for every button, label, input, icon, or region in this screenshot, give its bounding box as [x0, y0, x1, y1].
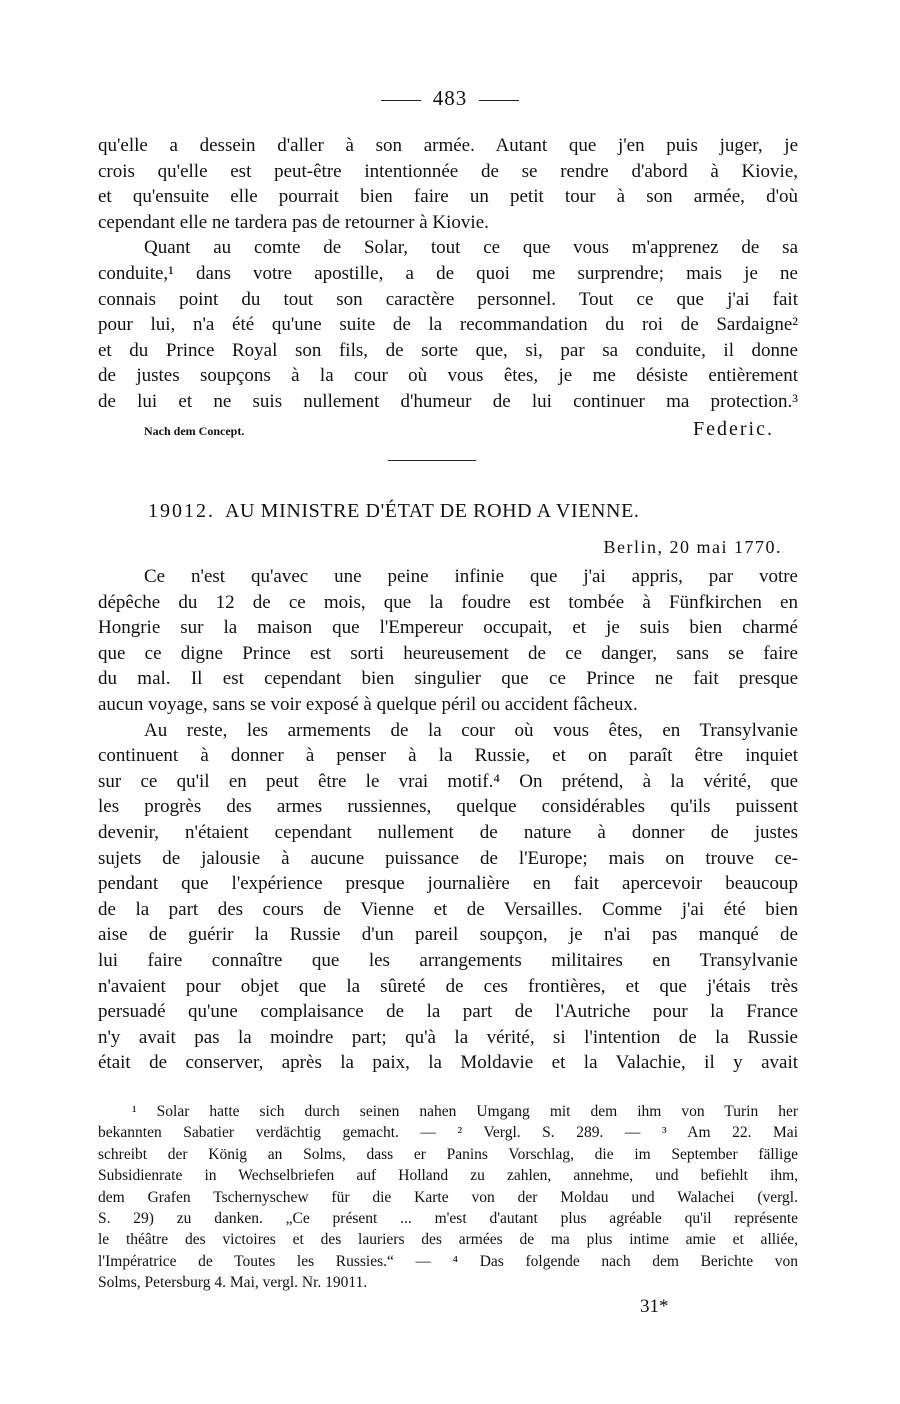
footnote-line: ¹ Solar hatte sich durch seinen nahen Umgang mit dem ihm von Turin her — [132, 1103, 798, 1120]
source-note: Nach dem Concept. — [144, 424, 245, 438]
text-line: aise de guérir la Russie d'un pareil soupçon, je n'ai pas manqué de — [98, 924, 798, 946]
text-line: pour lui, n'a été qu'une suite de la recommandation du roi de Sardaigne² — [98, 314, 798, 336]
text-line: cependant elle ne tardera pas de retourner à Kiovie. — [98, 211, 489, 233]
footnote-line: Subsidienrate in Wechselbriefen auf Holland zu zahlen, annehme, und befiehlt ihm, — [98, 1167, 798, 1185]
text-line: devenir, n'étaient cependant nullement de nature à donner de justes — [98, 821, 798, 843]
text-line: que ce digne Prince est sorti heureusement de ce danger, sans se faire — [98, 642, 798, 664]
footnote-line: bekannten Sabatier verdächtig gemacht. — ² Vergl. S. 289. — ³ Am 22. Mai — [98, 1124, 798, 1142]
text-line: dépêche du 12 de ce mois, que la foudre est tombée à Fünfkirchen en — [98, 591, 798, 613]
text-line: les progrès des armes russiennes, quelque considérables qu'ils puissent — [98, 796, 798, 818]
text-line: qu'elle a dessein d'aller à son armée. Autant que j'en puis juger, je — [98, 135, 798, 156]
footnote-line: S. 29) zu danken. „Ce présent ... m'est d'autant plus agréable qu'il représente — [98, 1209, 798, 1227]
text-line: continuent à donner à penser à la Russie, et on paraît être inquiet — [98, 745, 798, 767]
section-divider — [388, 460, 476, 461]
letter-number: 19012. — [148, 500, 215, 522]
text-line: de la part des cours de Vienne et de Versailles. Comme j'ai été bien — [98, 898, 798, 920]
footnote-line: dem Grafen Tschernyschew für die Karte von der Moldau und Walachei (vergl. — [98, 1188, 798, 1206]
text-line: sujets de jalousie à aucune puissance de l'Europe; mais on trouve ce- — [98, 847, 798, 869]
page-number: 483 — [432, 86, 468, 110]
footnote-line: Solms, Petersburg 4. Mai, vergl. Nr. 19011. — [98, 1274, 368, 1292]
text-line: connais point du tout son caractère personnel. Tout ce que j'ai fait — [98, 288, 798, 310]
text-line: et du Prince Royal son fils, de sorte que, si, par sa conduite, il donne — [98, 339, 798, 361]
letter-body — [98, 564, 798, 1076]
previous-letter-body — [98, 133, 798, 415]
text-line: Ce n'est qu'avec une peine infinie que j'ai appris, par votre — [144, 566, 798, 587]
text-line: de lui et ne suis nullement d'humeur de lui continuer ma protection.³ — [98, 390, 798, 412]
header-dash-right — [479, 100, 519, 101]
footnote-line: l'Impératrice de Toutes les Russies.“ — ⁴ Das folgende nach dem Berichte von — [98, 1252, 798, 1270]
header-dash-left — [381, 100, 421, 101]
page-header — [0, 86, 900, 111]
text-line: pendant que l'expérience presque journalière en fait apercevoir beaucoup — [98, 873, 798, 895]
text-line: du mal. Il est cependant bien singulier que ce Prince ne fait presque — [98, 668, 798, 690]
footnotes — [98, 1101, 798, 1294]
signature-mark: 31* — [640, 1296, 669, 1317]
footnote-line: schreibt der König an Solms, dass er Panins Vorschlag, die im September fällige — [98, 1145, 798, 1163]
text-line: était de conserver, après la paix, la Moldavie et la Valachie, il y avait — [98, 1052, 798, 1074]
text-line: Hongrie sur la maison que l'Empereur occupait, et je suis bien charmé — [98, 617, 798, 639]
text-line: lui faire connaître que les arrangements militaires en Transylvanie — [98, 949, 798, 971]
text-line: persuadé qu'une complaisance de la part de l'Autriche pour la France — [98, 1001, 798, 1023]
letter-heading — [148, 500, 768, 523]
dateline: Berlin, 20 mai 1770. — [603, 537, 782, 557]
text-line: crois qu'elle est peut-être intentionnée de se rendre d'abord à Kiovie, — [98, 160, 798, 182]
text-line: Quant au comte de Solar, tout ce que vous m'apprenez de sa — [144, 237, 798, 259]
signature: Federic. — [693, 418, 774, 440]
footnote-line: le théâtre des victoires et des lauriers des armées de ma plus intime amie et alliée, — [98, 1231, 798, 1249]
text-line: conduite,¹ dans votre apostille, a de quoi me surprendre; mais je ne — [98, 262, 798, 284]
letter-title: AU MINISTRE D'ÉTAT DE ROHD A VIENNE. — [225, 500, 640, 522]
text-line: n'avaient pour objet que la sûreté de ces frontières, et que j'étais très — [98, 975, 798, 997]
text-line: Au reste, les armements de la cour où vous êtes, en Transylvanie — [144, 719, 798, 741]
text-line: et qu'ensuite elle pourrait bien faire un petit tour à son armée, d'où — [98, 186, 798, 208]
text-line: n'y avait pas la moindre part; qu'à la vérité, si l'intention de la Russie — [98, 1026, 798, 1048]
text-line: sur ce qu'il en peut être le vrai motif.⁴ On prétend, à la vérité, que — [98, 770, 798, 792]
text-line: de justes soupçons à la cour où vous êtes, je me désiste entièrement — [98, 365, 798, 387]
text-line: aucun voyage, sans se voir exposé à quelque péril ou accident fâcheux. — [98, 693, 638, 715]
closing-row — [98, 418, 798, 444]
